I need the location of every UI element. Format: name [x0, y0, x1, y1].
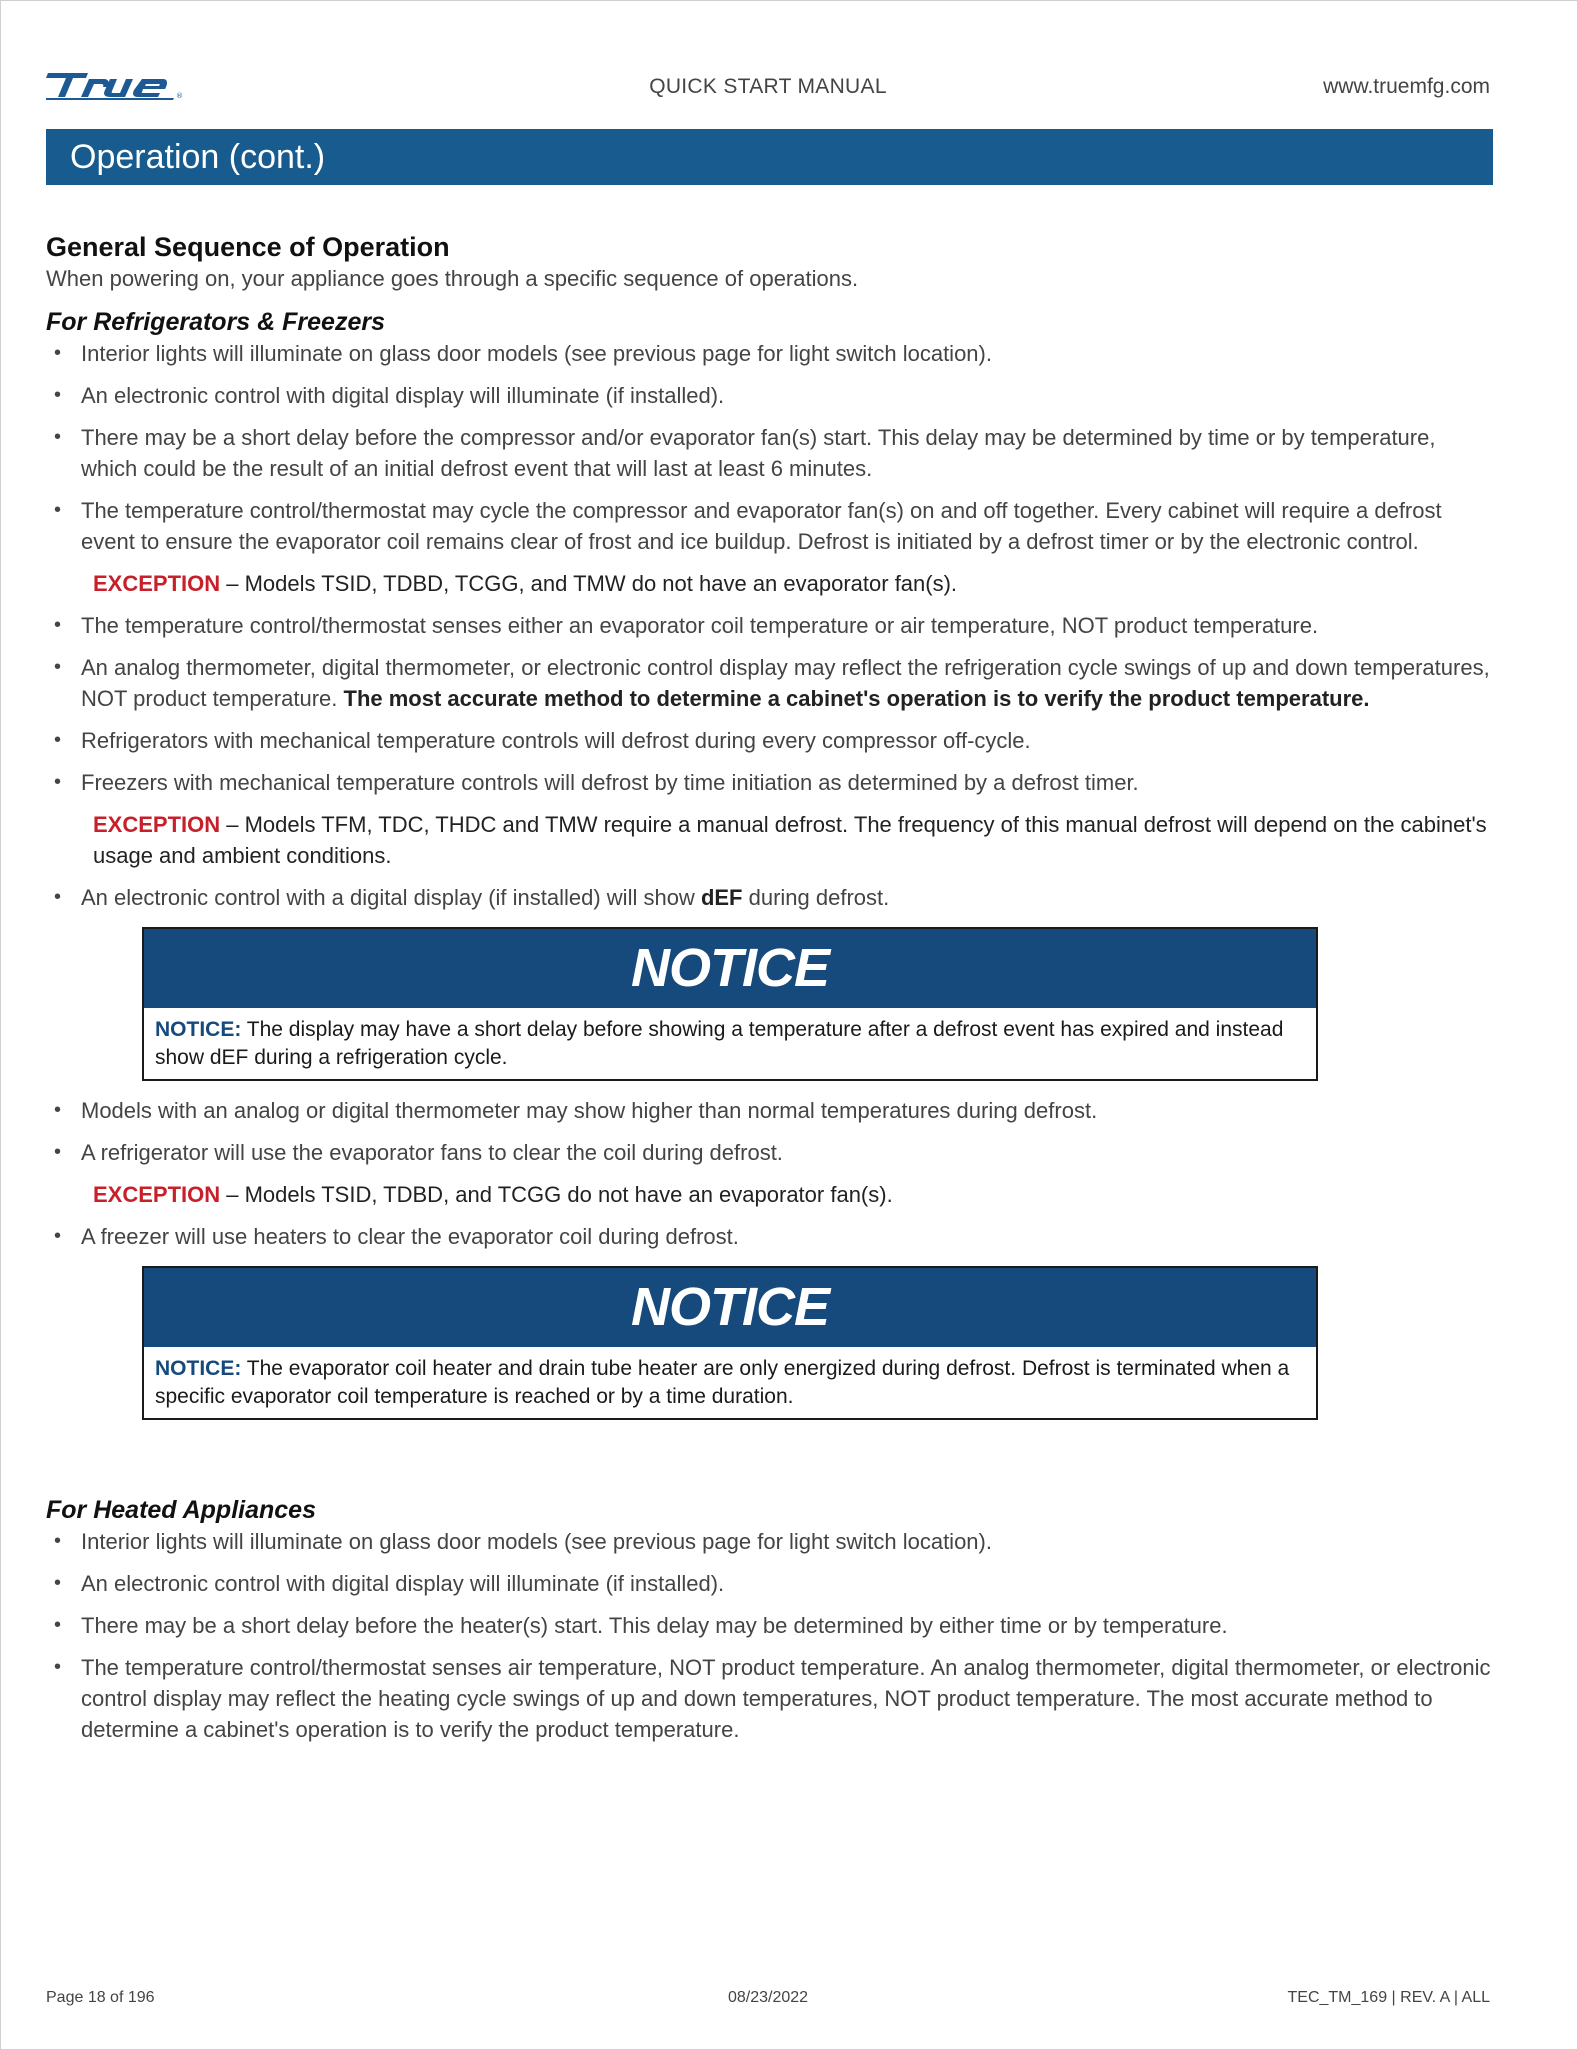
footer-date: 08/23/2022 — [727, 1989, 809, 2006]
exception-text: – Models TSID, TDBD, TCGG, and TMW do not have an evaporator fan(s). — [220, 571, 958, 596]
exception-text: – Models TFM, TDC, THDC and TMW require a manual defrost. The frequency of this manual defrost will depend on the cabinet's usage and ambient conditions. — [93, 812, 1487, 868]
list-item: • An electronic control with digital display will illuminate (if installed). — [46, 1568, 1493, 1599]
refrigerators-heading: For Refrigerators & Freezers — [46, 308, 386, 336]
refrigerators-list-continued — [46, 1095, 1493, 1252]
list-item: • The temperature control/thermostat senses either an evaporator coil temperature or air temperature, NOT product temperature. — [46, 610, 1493, 641]
exception-note — [46, 568, 1493, 599]
list-item: • A refrigerator will use the evaporator fans to clear the coil during defrost. — [46, 1137, 1493, 1168]
document-id: TEC_TM_169 | REV. A | ALL — [1287, 1989, 1490, 2006]
list-item-text: during defrost. — [742, 885, 890, 910]
exception-label: EXCEPTION — [93, 571, 221, 596]
list-item: • A freezer will use heaters to clear the evaporator coil during defrost. — [46, 1221, 1493, 1252]
main-content — [46, 230, 1493, 1756]
exception-note — [46, 809, 1493, 871]
notice-label: NOTICE: — [155, 1018, 242, 1041]
page-header — [46, 65, 1490, 105]
page-number: Page 18 of 196 — [46, 1989, 155, 2006]
notice-label: NOTICE: — [155, 1357, 242, 1380]
general-sequence-heading: General Sequence of Operation — [46, 232, 450, 262]
list-item: • The temperature control/thermostat may cycle the compressor and evaporator fan(s) on and off together. Every cabinet will require a defrost event to ensure the evaporator coil remains clear of frost and ice buildup. Defrost is initiated by a defrost timer or by the electronic control. — [46, 495, 1493, 557]
list-item: • Freezers with mechanical temperature controls will defrost by time initiation as determined by a defrost timer. — [46, 767, 1493, 798]
list-item: • There may be a short delay before the heater(s) start. This delay may be determined by either time or by temperature. — [46, 1610, 1493, 1641]
manual-title: QUICK START MANUAL — [649, 75, 887, 98]
section-title-bar — [46, 129, 1493, 185]
list-item: • Interior lights will illuminate on glass door models (see previous page for light switch location). — [46, 338, 1493, 369]
list-item: • There may be a short delay before the compressor and/or evaporator fan(s) start. This delay may be determined by time or by temperature, which could be the result of an initial defrost event that will last at least 6 minutes. — [46, 422, 1493, 484]
refrigerators-list — [46, 338, 1493, 913]
notice-body — [144, 1008, 1316, 1079]
list-item — [46, 882, 1493, 913]
list-item-emphasis: dEF — [700, 885, 743, 910]
notice-header — [144, 929, 1316, 1008]
notice-title: NOTICE — [630, 938, 829, 998]
notice-title: NOTICE — [630, 1277, 829, 1337]
exception-note — [46, 1179, 1493, 1210]
general-intro: When powering on, your appliance goes through a specific sequence of operations. — [46, 266, 859, 291]
notice-body — [144, 1347, 1316, 1418]
list-item: • Models with an analog or digital thermometer may show higher than normal temperatures during defrost. — [46, 1095, 1493, 1126]
section-title: Operation (cont.) — [70, 138, 326, 176]
list-item-emphasis: The most accurate method to determine a cabinet's operation is to verify the product temperature. — [343, 686, 1370, 711]
notice-box — [142, 1266, 1318, 1420]
heated-list — [46, 1526, 1493, 1745]
list-item-text: An electronic control with a digital display (if installed) will show — [81, 885, 701, 910]
list-item: • The temperature control/thermostat senses air temperature, NOT product temperature. An analog thermometer, digital thermometer, or electronic control display may reflect the heating cycle swings of up and down temperatures, NOT product temperature. The most accurate method to determine a cabinet's operation is to verify the product temperature. — [46, 1652, 1493, 1745]
list-item: • Interior lights will illuminate on glass door models (see previous page for light switch location). — [46, 1526, 1493, 1557]
list-item: • An electronic control with digital display will illuminate (if installed). — [46, 380, 1493, 411]
notice-text: The evaporator coil heater and drain tube heater are only energized during defrost. Defrost is terminated when a specific evaporator coil temperature is reached or by a time duration. — [155, 1357, 1290, 1408]
website-url: www.truemfg.com — [1323, 75, 1490, 98]
notice-header — [144, 1268, 1316, 1347]
exception-label: EXCEPTION — [93, 1182, 221, 1207]
list-item — [46, 652, 1493, 714]
list-item: • Refrigerators with mechanical temperature controls will defrost during every compressor off-cycle. — [46, 725, 1493, 756]
exception-text: – Models TSID, TDBD, and TCGG do not have an evaporator fan(s). — [220, 1182, 893, 1207]
heated-heading: For Heated Appliances — [46, 1496, 316, 1524]
list-item-text: An analog thermometer, digital thermometer, or electronic control display may reflect the refrigeration cycle swings of up and down temperatures, NOT product temperature. — [81, 655, 1490, 711]
svg-text:®: ® — [176, 92, 183, 100]
notice-box — [142, 927, 1318, 1081]
notice-text: The display may have a short delay before showing a temperature after a defrost event has expired and instead show dEF during a refrigeration cycle. — [155, 1018, 1284, 1069]
exception-label: EXCEPTION — [93, 812, 221, 837]
